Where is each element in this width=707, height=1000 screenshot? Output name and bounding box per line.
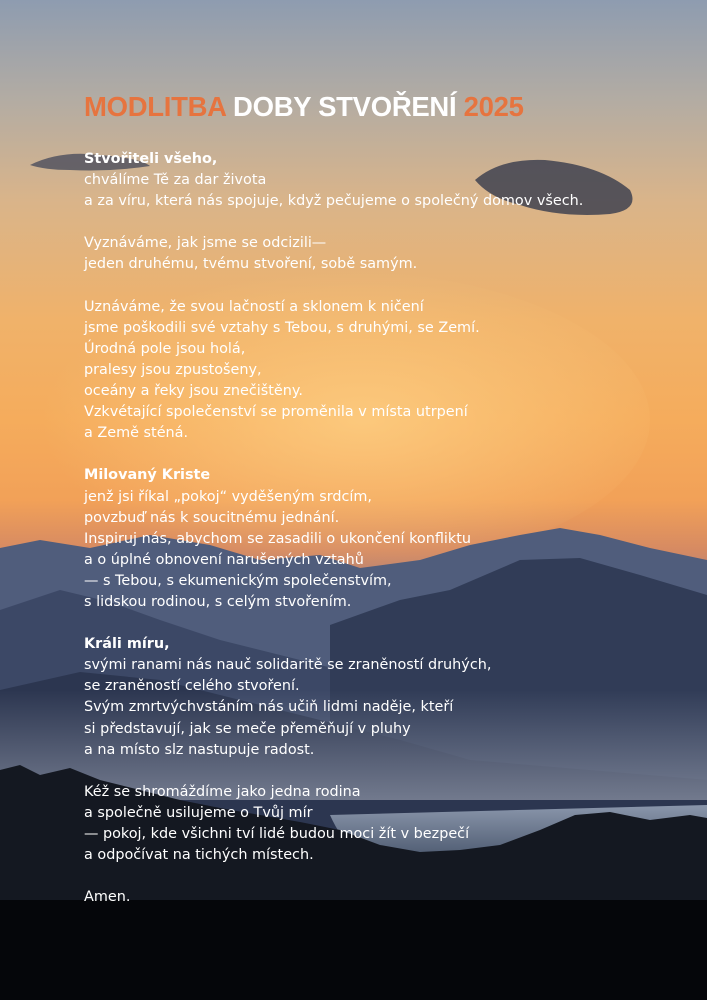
stanza-5 [84,634,684,761]
prayer-line: a společně usilujeme o Tvůj mír [84,804,313,821]
stanza-6 [84,782,684,866]
prayer-line: Inspiruj nás, abychom se zasadili o ukončení konfliktu [84,530,472,547]
prayer-line: povzbuď nás k soucitnému jednání. [84,509,340,526]
prayer-line: — pokoj, kde všichni tví lidé budou moci žít v bezpečí [84,826,470,842]
stanza-heading: Králi míru, [84,636,170,653]
stanza-amen [84,887,684,908]
prayer-line: Vzkvétající společenství se proměnila v místa utrpení [84,404,468,421]
stanza-4 [84,465,684,613]
stanza-2 [84,233,684,275]
stanza-3 [84,297,684,445]
stanza-heading: Stvořiteli všeho, [84,151,218,167]
prayer-line: si představují, jak se meče přeměňují v pluhy [84,720,411,737]
title-word-modlitba: MODLITBA [84,91,226,122]
prayer-line: — s Tebou, s ekumenickým společenstvím, [84,572,392,589]
prayer-line: svými ranami nás nauč solidaritě se zraněností druhých, [84,657,492,674]
title-doby-stvoreni: DOBY STVOŘENÍ [233,91,457,122]
prayer-text [84,149,684,929]
prayer-line: Vyznáváme, jak jsme se odcizili— [84,235,327,252]
page-title [84,93,524,121]
title-year: 2025 [463,91,524,122]
prayer-line: jenž jsi říkal „pokoj“ vyděšeným srdcím, [84,488,373,505]
prayer-line: a Země sténá. [84,425,189,442]
prayer-line: a na místo slz nastupuje radost. [84,741,315,758]
prayer-line: jeden druhému, tvému stvoření, sobě samým. [84,256,418,273]
stanza-1 [84,149,684,212]
stanza-heading: Milovaný Kriste [84,467,211,484]
prayer-line: Kéž se shromáždíme jako jedna rodina [84,783,361,800]
prayer-line: Úrodná pole jsou holá, [84,340,246,357]
amen-line: Amen. [84,889,131,906]
prayer-line: se zraněností celého stvoření. [84,678,300,695]
prayer-line: jsme poškodili své vztahy s Tebou, s druhými, se Zemí. [84,319,480,336]
prayer-line: Uznáváme, že svou lačností a sklonem k ničení [84,298,424,315]
prayer-line: s lidskou rodinou, s celým stvořením. [84,593,352,610]
prayer-line: Svým zmrtvýchvstáním nás učiň lidmi naděje, kteří [84,699,454,716]
prayer-line: a za víru, která nás spojuje, když pečujeme o společný domov všech. [84,193,584,210]
prayer-line: a o úplné obnovení narušených vztahů [84,551,364,568]
prayer-line: pralesy jsou zpustošeny, [84,361,262,378]
prayer-line: oceány a řeky jsou znečištěny. [84,383,303,400]
prayer-line: chválíme Tě za dar života [84,172,267,189]
prayer-line: a odpočívat na tichých místech. [84,847,314,864]
